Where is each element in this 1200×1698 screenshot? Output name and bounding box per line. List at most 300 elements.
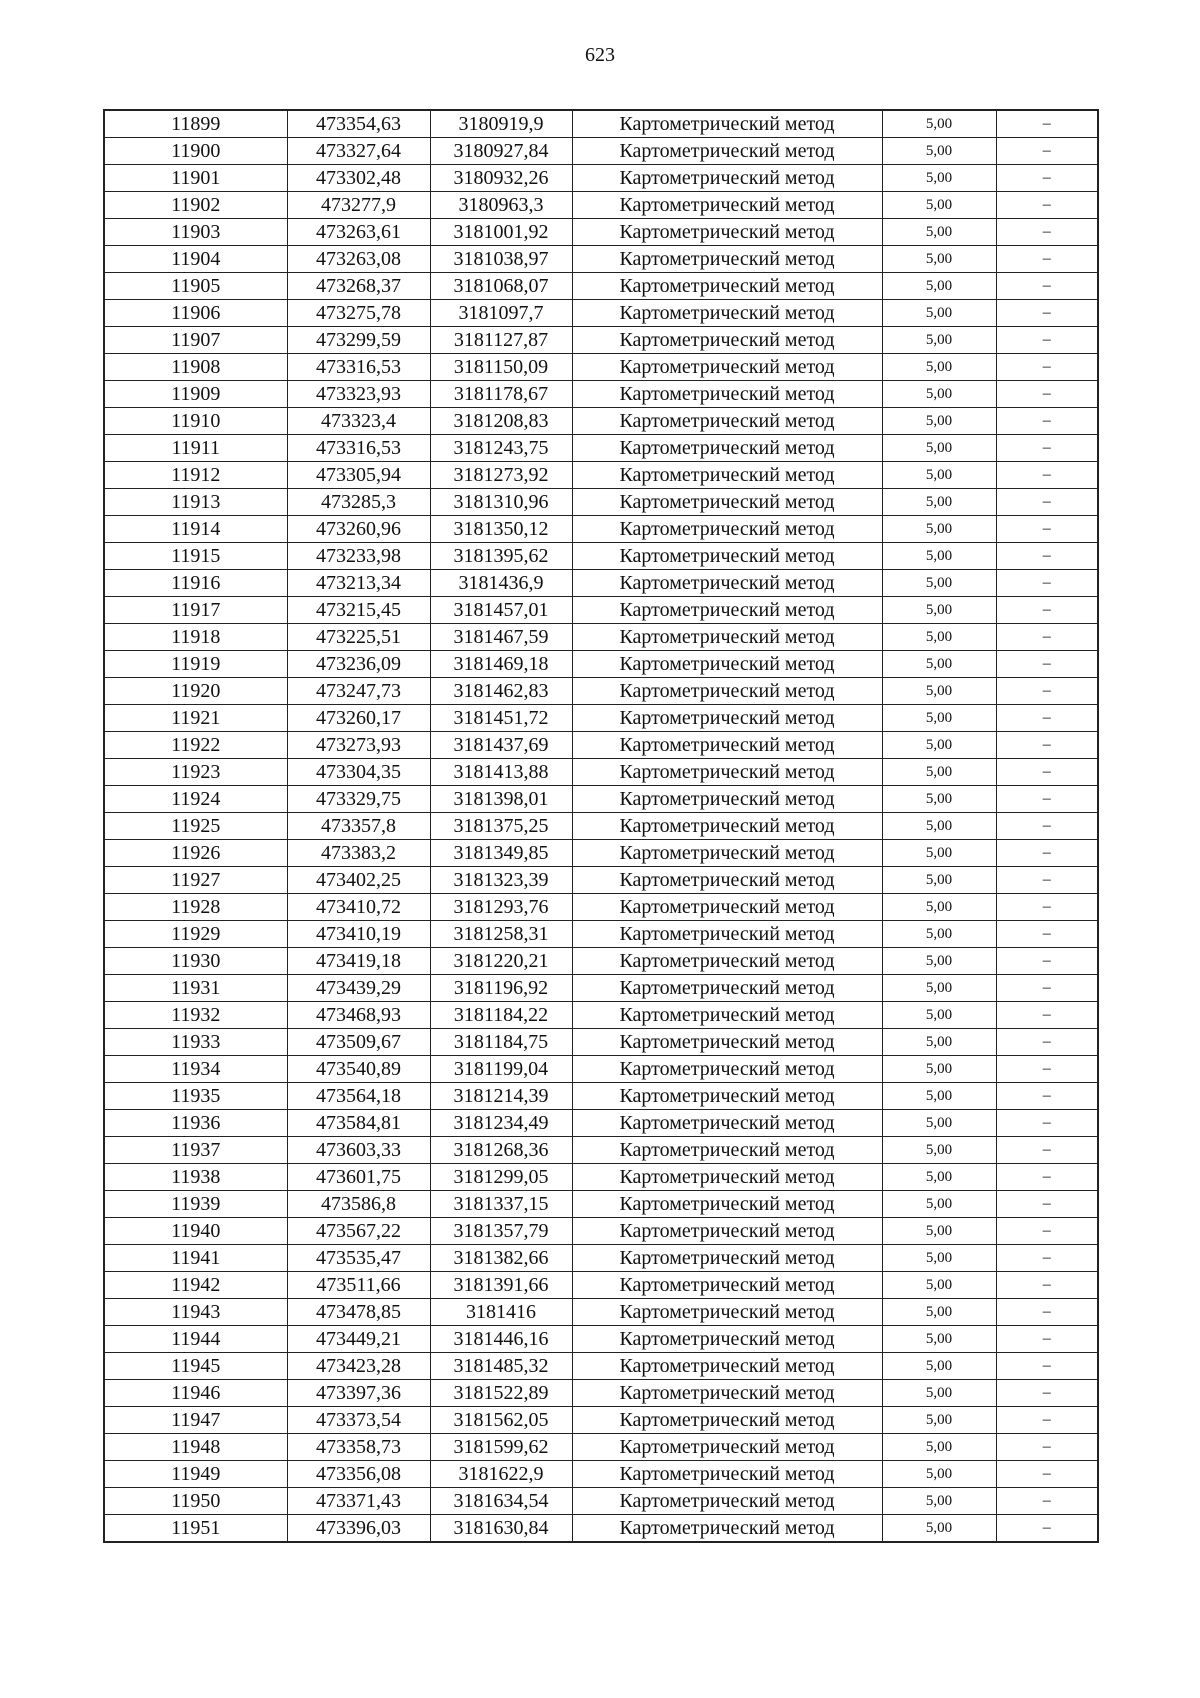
x-coordinate-cell: 473603,33 xyxy=(287,1137,430,1164)
y-coordinate-cell: 3181634,54 xyxy=(430,1488,572,1515)
note-cell: – xyxy=(996,192,1098,219)
y-coordinate-cell: 3181127,87 xyxy=(430,327,572,354)
table-row xyxy=(104,462,1098,489)
table-row xyxy=(104,597,1098,624)
point-number-cell: 11947 xyxy=(104,1407,287,1434)
note-cell: – xyxy=(996,138,1098,165)
y-coordinate-cell: 3181382,66 xyxy=(430,1245,572,1272)
method-cell: Картометрический метод xyxy=(572,651,882,678)
x-coordinate-cell: 473233,98 xyxy=(287,543,430,570)
x-coordinate-cell: 473601,75 xyxy=(287,1164,430,1191)
method-cell: Картометрический метод xyxy=(572,273,882,300)
y-coordinate-cell: 3181462,83 xyxy=(430,678,572,705)
note-cell: – xyxy=(996,570,1098,597)
table-row xyxy=(104,840,1098,867)
y-coordinate-cell: 3181522,89 xyxy=(430,1380,572,1407)
y-coordinate-cell: 3181268,36 xyxy=(430,1137,572,1164)
accuracy-cell: 5,00 xyxy=(882,489,996,516)
accuracy-cell: 5,00 xyxy=(882,354,996,381)
x-coordinate-cell: 473247,73 xyxy=(287,678,430,705)
note-cell: – xyxy=(996,1272,1098,1299)
x-coordinate-cell: 473509,67 xyxy=(287,1029,430,1056)
table-row xyxy=(104,1110,1098,1137)
point-number-cell: 11907 xyxy=(104,327,287,354)
method-cell: Картометрический метод xyxy=(572,1326,882,1353)
table-row xyxy=(104,759,1098,786)
point-number-cell: 11917 xyxy=(104,597,287,624)
y-coordinate-cell: 3181395,62 xyxy=(430,543,572,570)
note-cell: – xyxy=(996,300,1098,327)
x-coordinate-cell: 473323,93 xyxy=(287,381,430,408)
point-number-cell: 11905 xyxy=(104,273,287,300)
accuracy-cell: 5,00 xyxy=(882,165,996,192)
method-cell: Картометрический метод xyxy=(572,1299,882,1326)
note-cell: – xyxy=(996,705,1098,732)
accuracy-cell: 5,00 xyxy=(882,273,996,300)
accuracy-cell: 5,00 xyxy=(882,921,996,948)
accuracy-cell: 5,00 xyxy=(882,192,996,219)
x-coordinate-cell: 473540,89 xyxy=(287,1056,430,1083)
coordinates-table xyxy=(103,109,1099,1543)
method-cell: Картометрический метод xyxy=(572,1245,882,1272)
table-row xyxy=(104,1488,1098,1515)
table-row xyxy=(104,110,1098,138)
x-coordinate-cell: 473410,72 xyxy=(287,894,430,921)
table-row xyxy=(104,246,1098,273)
accuracy-cell: 5,00 xyxy=(882,543,996,570)
x-coordinate-cell: 473423,28 xyxy=(287,1353,430,1380)
point-number-cell: 11902 xyxy=(104,192,287,219)
accuracy-cell: 5,00 xyxy=(882,975,996,1002)
method-cell: Картометрический метод xyxy=(572,219,882,246)
table-row xyxy=(104,489,1098,516)
method-cell: Картометрический метод xyxy=(572,165,882,192)
y-coordinate-cell: 3180927,84 xyxy=(430,138,572,165)
y-coordinate-cell: 3181457,01 xyxy=(430,597,572,624)
accuracy-cell: 5,00 xyxy=(882,1191,996,1218)
x-coordinate-cell: 473305,94 xyxy=(287,462,430,489)
accuracy-cell: 5,00 xyxy=(882,462,996,489)
x-coordinate-cell: 473410,19 xyxy=(287,921,430,948)
y-coordinate-cell: 3181391,66 xyxy=(430,1272,572,1299)
point-number-cell: 11918 xyxy=(104,624,287,651)
x-coordinate-cell: 473535,47 xyxy=(287,1245,430,1272)
note-cell: – xyxy=(996,1407,1098,1434)
point-number-cell: 11942 xyxy=(104,1272,287,1299)
point-number-cell: 11946 xyxy=(104,1380,287,1407)
x-coordinate-cell: 473396,03 xyxy=(287,1515,430,1543)
point-number-cell: 11932 xyxy=(104,1002,287,1029)
point-number-cell: 11928 xyxy=(104,894,287,921)
method-cell: Картометрический метод xyxy=(572,1515,882,1543)
accuracy-cell: 5,00 xyxy=(882,705,996,732)
accuracy-cell: 5,00 xyxy=(882,381,996,408)
y-coordinate-cell: 3181437,69 xyxy=(430,732,572,759)
table-row xyxy=(104,921,1098,948)
point-number-cell: 11927 xyxy=(104,867,287,894)
method-cell: Картометрический метод xyxy=(572,246,882,273)
table-row xyxy=(104,273,1098,300)
x-coordinate-cell: 473468,93 xyxy=(287,1002,430,1029)
x-coordinate-cell: 473584,81 xyxy=(287,1110,430,1137)
note-cell: – xyxy=(996,1218,1098,1245)
method-cell: Картометрический метод xyxy=(572,1407,882,1434)
y-coordinate-cell: 3181413,88 xyxy=(430,759,572,786)
accuracy-cell: 5,00 xyxy=(882,1110,996,1137)
note-cell: – xyxy=(996,1245,1098,1272)
point-number-cell: 11914 xyxy=(104,516,287,543)
note-cell: – xyxy=(996,1164,1098,1191)
note-cell: – xyxy=(996,840,1098,867)
point-number-cell: 11922 xyxy=(104,732,287,759)
point-number-cell: 11933 xyxy=(104,1029,287,1056)
method-cell: Картометрический метод xyxy=(572,1461,882,1488)
accuracy-cell: 5,00 xyxy=(882,516,996,543)
point-number-cell: 11949 xyxy=(104,1461,287,1488)
x-coordinate-cell: 473285,3 xyxy=(287,489,430,516)
y-coordinate-cell: 3181196,92 xyxy=(430,975,572,1002)
coordinates-table-body xyxy=(104,110,1098,1542)
accuracy-cell: 5,00 xyxy=(882,1461,996,1488)
table-row xyxy=(104,948,1098,975)
method-cell: Картометрический метод xyxy=(572,354,882,381)
method-cell: Картометрический метод xyxy=(572,1029,882,1056)
table-row xyxy=(104,435,1098,462)
y-coordinate-cell: 3181199,04 xyxy=(430,1056,572,1083)
point-number-cell: 11921 xyxy=(104,705,287,732)
accuracy-cell: 5,00 xyxy=(882,219,996,246)
table-row xyxy=(104,1002,1098,1029)
method-cell: Картометрический метод xyxy=(572,732,882,759)
note-cell: – xyxy=(996,110,1098,138)
accuracy-cell: 5,00 xyxy=(882,1380,996,1407)
y-coordinate-cell: 3181622,9 xyxy=(430,1461,572,1488)
note-cell: – xyxy=(996,1191,1098,1218)
x-coordinate-cell: 473373,54 xyxy=(287,1407,430,1434)
accuracy-cell: 5,00 xyxy=(882,1245,996,1272)
y-coordinate-cell: 3181469,18 xyxy=(430,651,572,678)
point-number-cell: 11899 xyxy=(104,110,287,138)
y-coordinate-cell: 3181258,31 xyxy=(430,921,572,948)
y-coordinate-cell: 3181234,49 xyxy=(430,1110,572,1137)
y-coordinate-cell: 3181357,79 xyxy=(430,1218,572,1245)
method-cell: Картометрический метод xyxy=(572,921,882,948)
point-number-cell: 11944 xyxy=(104,1326,287,1353)
point-number-cell: 11938 xyxy=(104,1164,287,1191)
point-number-cell: 11920 xyxy=(104,678,287,705)
note-cell: – xyxy=(996,1056,1098,1083)
method-cell: Картометрический метод xyxy=(572,1110,882,1137)
note-cell: – xyxy=(996,597,1098,624)
note-cell: – xyxy=(996,1029,1098,1056)
x-coordinate-cell: 473268,37 xyxy=(287,273,430,300)
note-cell: – xyxy=(996,435,1098,462)
table-row xyxy=(104,624,1098,651)
x-coordinate-cell: 473215,45 xyxy=(287,597,430,624)
method-cell: Картометрический метод xyxy=(572,1164,882,1191)
table-row xyxy=(104,1083,1098,1110)
table-row xyxy=(104,300,1098,327)
note-cell: – xyxy=(996,732,1098,759)
point-number-cell: 11906 xyxy=(104,300,287,327)
note-cell: – xyxy=(996,246,1098,273)
x-coordinate-cell: 473564,18 xyxy=(287,1083,430,1110)
accuracy-cell: 5,00 xyxy=(882,1515,996,1543)
note-cell: – xyxy=(996,1515,1098,1543)
y-coordinate-cell: 3181446,16 xyxy=(430,1326,572,1353)
accuracy-cell: 5,00 xyxy=(882,1164,996,1191)
x-coordinate-cell: 473273,93 xyxy=(287,732,430,759)
table-row xyxy=(104,381,1098,408)
x-coordinate-cell: 473511,66 xyxy=(287,1272,430,1299)
table-row xyxy=(104,165,1098,192)
table-row xyxy=(104,651,1098,678)
note-cell: – xyxy=(996,327,1098,354)
table-row xyxy=(104,219,1098,246)
table-row xyxy=(104,1029,1098,1056)
note-cell: – xyxy=(996,1137,1098,1164)
method-cell: Картометрический метод xyxy=(572,381,882,408)
point-number-cell: 11919 xyxy=(104,651,287,678)
method-cell: Картометрический метод xyxy=(572,975,882,1002)
method-cell: Картометрический метод xyxy=(572,110,882,138)
method-cell: Картометрический метод xyxy=(572,894,882,921)
table-row xyxy=(104,1137,1098,1164)
point-number-cell: 11908 xyxy=(104,354,287,381)
accuracy-cell: 5,00 xyxy=(882,1434,996,1461)
method-cell: Картометрический метод xyxy=(572,1056,882,1083)
y-coordinate-cell: 3181323,39 xyxy=(430,867,572,894)
note-cell: – xyxy=(996,894,1098,921)
y-coordinate-cell: 3181097,7 xyxy=(430,300,572,327)
y-coordinate-cell: 3181337,15 xyxy=(430,1191,572,1218)
accuracy-cell: 5,00 xyxy=(882,732,996,759)
y-coordinate-cell: 3181243,75 xyxy=(430,435,572,462)
method-cell: Картометрический метод xyxy=(572,1083,882,1110)
note-cell: – xyxy=(996,1461,1098,1488)
x-coordinate-cell: 473439,29 xyxy=(287,975,430,1002)
note-cell: – xyxy=(996,543,1098,570)
accuracy-cell: 5,00 xyxy=(882,948,996,975)
note-cell: – xyxy=(996,678,1098,705)
point-number-cell: 11924 xyxy=(104,786,287,813)
point-number-cell: 11936 xyxy=(104,1110,287,1137)
y-coordinate-cell: 3181184,75 xyxy=(430,1029,572,1056)
point-number-cell: 11910 xyxy=(104,408,287,435)
point-number-cell: 11926 xyxy=(104,840,287,867)
note-cell: – xyxy=(996,1434,1098,1461)
method-cell: Картометрический метод xyxy=(572,1191,882,1218)
method-cell: Картометрический метод xyxy=(572,1002,882,1029)
y-coordinate-cell: 3181068,07 xyxy=(430,273,572,300)
point-number-cell: 11948 xyxy=(104,1434,287,1461)
point-number-cell: 11925 xyxy=(104,813,287,840)
point-number-cell: 11931 xyxy=(104,975,287,1002)
point-number-cell: 11912 xyxy=(104,462,287,489)
x-coordinate-cell: 473567,22 xyxy=(287,1218,430,1245)
x-coordinate-cell: 473358,73 xyxy=(287,1434,430,1461)
y-coordinate-cell: 3181150,09 xyxy=(430,354,572,381)
point-number-cell: 11939 xyxy=(104,1191,287,1218)
x-coordinate-cell: 473260,17 xyxy=(287,705,430,732)
method-cell: Картометрический метод xyxy=(572,489,882,516)
table-row xyxy=(104,1515,1098,1543)
accuracy-cell: 5,00 xyxy=(882,1407,996,1434)
y-coordinate-cell: 3181398,01 xyxy=(430,786,572,813)
method-cell: Картометрический метод xyxy=(572,1218,882,1245)
accuracy-cell: 5,00 xyxy=(882,1326,996,1353)
table-row xyxy=(104,894,1098,921)
method-cell: Картометрический метод xyxy=(572,597,882,624)
table-row xyxy=(104,543,1098,570)
x-coordinate-cell: 473260,96 xyxy=(287,516,430,543)
method-cell: Картометрический метод xyxy=(572,678,882,705)
accuracy-cell: 5,00 xyxy=(882,651,996,678)
note-cell: – xyxy=(996,1380,1098,1407)
x-coordinate-cell: 473316,53 xyxy=(287,354,430,381)
note-cell: – xyxy=(996,1110,1098,1137)
point-number-cell: 11915 xyxy=(104,543,287,570)
page-number: 623 xyxy=(585,44,615,66)
point-number-cell: 11901 xyxy=(104,165,287,192)
note-cell: – xyxy=(996,1083,1098,1110)
method-cell: Картометрический метод xyxy=(572,435,882,462)
x-coordinate-cell: 473586,8 xyxy=(287,1191,430,1218)
point-number-cell: 11913 xyxy=(104,489,287,516)
note-cell: – xyxy=(996,813,1098,840)
x-coordinate-cell: 473213,34 xyxy=(287,570,430,597)
note-cell: – xyxy=(996,921,1098,948)
accuracy-cell: 5,00 xyxy=(882,1029,996,1056)
x-coordinate-cell: 473316,53 xyxy=(287,435,430,462)
method-cell: Картометрический метод xyxy=(572,300,882,327)
table-row xyxy=(104,975,1098,1002)
y-coordinate-cell: 3181562,05 xyxy=(430,1407,572,1434)
x-coordinate-cell: 473419,18 xyxy=(287,948,430,975)
table-row xyxy=(104,1056,1098,1083)
method-cell: Картометрический метод xyxy=(572,867,882,894)
note-cell: – xyxy=(996,381,1098,408)
table-row xyxy=(104,732,1098,759)
table-row xyxy=(104,1434,1098,1461)
method-cell: Картометрический метод xyxy=(572,543,882,570)
x-coordinate-cell: 473263,08 xyxy=(287,246,430,273)
x-coordinate-cell: 473225,51 xyxy=(287,624,430,651)
point-number-cell: 11941 xyxy=(104,1245,287,1272)
x-coordinate-cell: 473327,64 xyxy=(287,138,430,165)
x-coordinate-cell: 473323,4 xyxy=(287,408,430,435)
table-row xyxy=(104,516,1098,543)
point-number-cell: 11911 xyxy=(104,435,287,462)
table-row xyxy=(104,1272,1098,1299)
x-coordinate-cell: 473354,63 xyxy=(287,110,430,138)
point-number-cell: 11943 xyxy=(104,1299,287,1326)
accuracy-cell: 5,00 xyxy=(882,408,996,435)
note-cell: – xyxy=(996,354,1098,381)
accuracy-cell: 5,00 xyxy=(882,110,996,138)
accuracy-cell: 5,00 xyxy=(882,867,996,894)
point-number-cell: 11940 xyxy=(104,1218,287,1245)
point-number-cell: 11903 xyxy=(104,219,287,246)
accuracy-cell: 5,00 xyxy=(882,327,996,354)
table-row xyxy=(104,570,1098,597)
y-coordinate-cell: 3180919,9 xyxy=(430,110,572,138)
y-coordinate-cell: 3180932,26 xyxy=(430,165,572,192)
x-coordinate-cell: 473371,43 xyxy=(287,1488,430,1515)
x-coordinate-cell: 473383,2 xyxy=(287,840,430,867)
note-cell: – xyxy=(996,1488,1098,1515)
note-cell: – xyxy=(996,651,1098,678)
method-cell: Картометрический метод xyxy=(572,138,882,165)
table-row xyxy=(104,1191,1098,1218)
method-cell: Картометрический метод xyxy=(572,1434,882,1461)
method-cell: Картометрический метод xyxy=(572,192,882,219)
y-coordinate-cell: 3181451,72 xyxy=(430,705,572,732)
table-row xyxy=(104,1380,1098,1407)
table-row xyxy=(104,1299,1098,1326)
table-row xyxy=(104,786,1098,813)
accuracy-cell: 5,00 xyxy=(882,1218,996,1245)
point-number-cell: 11935 xyxy=(104,1083,287,1110)
y-coordinate-cell: 3181467,59 xyxy=(430,624,572,651)
x-coordinate-cell: 473397,36 xyxy=(287,1380,430,1407)
x-coordinate-cell: 473299,59 xyxy=(287,327,430,354)
point-number-cell: 11916 xyxy=(104,570,287,597)
method-cell: Картометрический метод xyxy=(572,327,882,354)
x-coordinate-cell: 473478,85 xyxy=(287,1299,430,1326)
method-cell: Картометрический метод xyxy=(572,786,882,813)
note-cell: – xyxy=(996,165,1098,192)
table-row xyxy=(104,1164,1098,1191)
y-coordinate-cell: 3181350,12 xyxy=(430,516,572,543)
accuracy-cell: 5,00 xyxy=(882,1002,996,1029)
y-coordinate-cell: 3181599,62 xyxy=(430,1434,572,1461)
note-cell: – xyxy=(996,975,1098,1002)
note-cell: – xyxy=(996,516,1098,543)
accuracy-cell: 5,00 xyxy=(882,840,996,867)
y-coordinate-cell: 3181349,85 xyxy=(430,840,572,867)
y-coordinate-cell: 3181485,32 xyxy=(430,1353,572,1380)
y-coordinate-cell: 3181375,25 xyxy=(430,813,572,840)
y-coordinate-cell: 3181630,84 xyxy=(430,1515,572,1543)
table-row xyxy=(104,705,1098,732)
y-coordinate-cell: 3181299,05 xyxy=(430,1164,572,1191)
method-cell: Картометрический метод xyxy=(572,759,882,786)
point-number-cell: 11909 xyxy=(104,381,287,408)
accuracy-cell: 5,00 xyxy=(882,246,996,273)
note-cell: – xyxy=(996,786,1098,813)
table-row xyxy=(104,1353,1098,1380)
table-row xyxy=(104,354,1098,381)
point-number-cell: 11950 xyxy=(104,1488,287,1515)
accuracy-cell: 5,00 xyxy=(882,678,996,705)
note-cell: – xyxy=(996,1002,1098,1029)
point-number-cell: 11945 xyxy=(104,1353,287,1380)
y-coordinate-cell: 3181273,92 xyxy=(430,462,572,489)
accuracy-cell: 5,00 xyxy=(882,597,996,624)
method-cell: Картометрический метод xyxy=(572,1272,882,1299)
point-number-cell: 11900 xyxy=(104,138,287,165)
table-row xyxy=(104,813,1098,840)
point-number-cell: 11923 xyxy=(104,759,287,786)
accuracy-cell: 5,00 xyxy=(882,759,996,786)
method-cell: Картометрический метод xyxy=(572,624,882,651)
y-coordinate-cell: 3181293,76 xyxy=(430,894,572,921)
point-number-cell: 11937 xyxy=(104,1137,287,1164)
y-coordinate-cell: 3181208,83 xyxy=(430,408,572,435)
note-cell: – xyxy=(996,759,1098,786)
method-cell: Картометрический метод xyxy=(572,462,882,489)
